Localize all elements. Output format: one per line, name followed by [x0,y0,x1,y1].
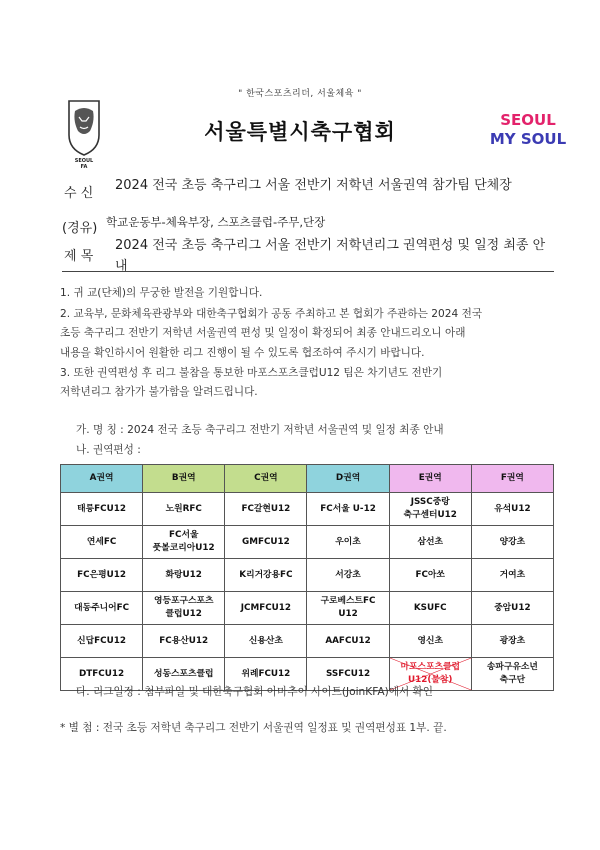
organization-title: 서울특별시축구협회 [204,120,396,144]
team-cell: AAFCU12 [307,625,389,658]
table-row [61,493,554,526]
item-schedule: 다. 리그일정 : 첨부파일 및 대한축구협회 아마추어 사이트(JoinKFA)에서 확인 [76,686,434,698]
team-cell: 송파구유소년 축구단 [471,658,553,691]
team-cell: JCMFCU12 [225,592,307,625]
attachment-note: * 별 첨 : 전국 초등 저학년 축구리그 전반기 서울권역 일정표 및 권역편성표 1부. 끝. [60,722,447,734]
table-header-row [61,465,554,493]
team-cell: KSUFC [389,592,471,625]
team-cell: FC용산U12 [143,625,225,658]
emblem-label-text: SEOUL [74,158,94,164]
item-name: 가. 명 칭 : 2024 전국 초등 축구리그 전반기 저학년 서울권역 및 일정 최종 안내 [76,424,444,436]
team-cell: GMFCU12 [225,526,307,559]
league-group-table [60,464,554,691]
team-cell: 영등포구스포츠 클럽U12 [143,592,225,625]
team-cell: 대동주니어FC [61,592,143,625]
group-header: B권역 [143,465,225,493]
team-cell: 서강초 [307,559,389,592]
team-cell: 우이초 [307,526,389,559]
item-composition: 나. 권역편성 : [76,444,141,456]
team-cell: 노원RFC [143,493,225,526]
via-value: 학교운동부-체육부장, 스포츠클럽-주무,단장 [106,215,326,229]
recipient-value: 2024 전국 초등 축구리그 서울 전반기 저학년 서울권역 참가팀 단체장 [115,178,512,193]
team-cell: 광장초 [471,625,553,658]
brand-line2: MY SOUL [489,130,567,148]
group-header: E권역 [389,465,471,493]
body-line: 초등 축구리그 전반기 저학년 서울권역 편성 및 일정이 확정되어 최종 안내드리오니 아래 [60,327,466,339]
team-cell: 위례FCU12 [225,658,307,691]
team-cell: 화랑U12 [143,559,225,592]
team-cell: 마포스포츠클럽 U12(불참) [389,658,471,691]
group-header: D권역 [307,465,389,493]
emblem-label [66,158,102,170]
team-cell: 양강초 [471,526,553,559]
team-cell: K리거강용FC [225,559,307,592]
team-cell: FC아쏘 [389,559,471,592]
body-line: 저학년리그 참가가 불가함을 알려드립니다. [60,386,258,398]
team-cell: 삼선초 [389,526,471,559]
team-cell: DTFCU12 [61,658,143,691]
emblem-sub-text: FA [80,164,88,170]
team-cell: SSFCU12 [307,658,389,691]
body-line: 2. 교육부, 문화체육관광부와 대한축구협회가 공동 주최하고 본 협회가 주관하는 2024 전국 [60,308,483,320]
group-header: F권역 [471,465,553,493]
via-label: (경유) [62,221,98,236]
subject-value: 2024 전국 초등 축구리그 서울 전반기 저학년리그 권역편성 및 일정 최종 안내 [115,238,546,274]
body-line: 3. 또한 권역편성 후 리그 불참을 통보한 마포스포츠클럽U12 팀은 차기년도 전반기 [60,367,443,379]
group-header: A권역 [61,465,143,493]
team-cell: 영신초 [389,625,471,658]
subject-label: 제 목 [64,249,94,264]
seoul-my-soul-logo-icon [489,108,567,150]
team-cell: FC갈현U12 [225,493,307,526]
team-cell: 거여초 [471,559,553,592]
table-row [61,592,554,625]
slogan: " 한국스포츠리더, 서울체육 " [238,89,362,99]
header-divider [62,271,554,272]
brand-line1: SEOUL [500,111,556,129]
team-cell: FC서울 풋볼코리아U12 [143,526,225,559]
table-row [61,559,554,592]
team-cell: 신용산초 [225,625,307,658]
team-cell: FC은평U12 [61,559,143,592]
group-header: C권역 [225,465,307,493]
body-line: 내용을 확인하시어 원활한 리그 진행이 될 수 있도록 협조하여 주시기 바랍니다. [60,347,425,359]
team-cell: FC서울 U-12 [307,493,389,526]
team-cell: 유석U12 [471,493,553,526]
team-cell: JSSC중랑 축구센터U12 [389,493,471,526]
recipient-label: 수 신 [64,186,94,201]
team-cell: 태릉FCU12 [61,493,143,526]
table-row [61,625,554,658]
team-cell: 구로베스트FC U12 [307,592,389,625]
team-cell: 성동스포츠클럽 [143,658,225,691]
team-cell: 연세FC [61,526,143,559]
team-cell: 신답FCU12 [61,625,143,658]
team-cell: 중암U12 [471,592,553,625]
table-row [61,526,554,559]
body-line: 1. 귀 교(단체)의 무궁한 발전을 기원합니다. [60,287,263,299]
